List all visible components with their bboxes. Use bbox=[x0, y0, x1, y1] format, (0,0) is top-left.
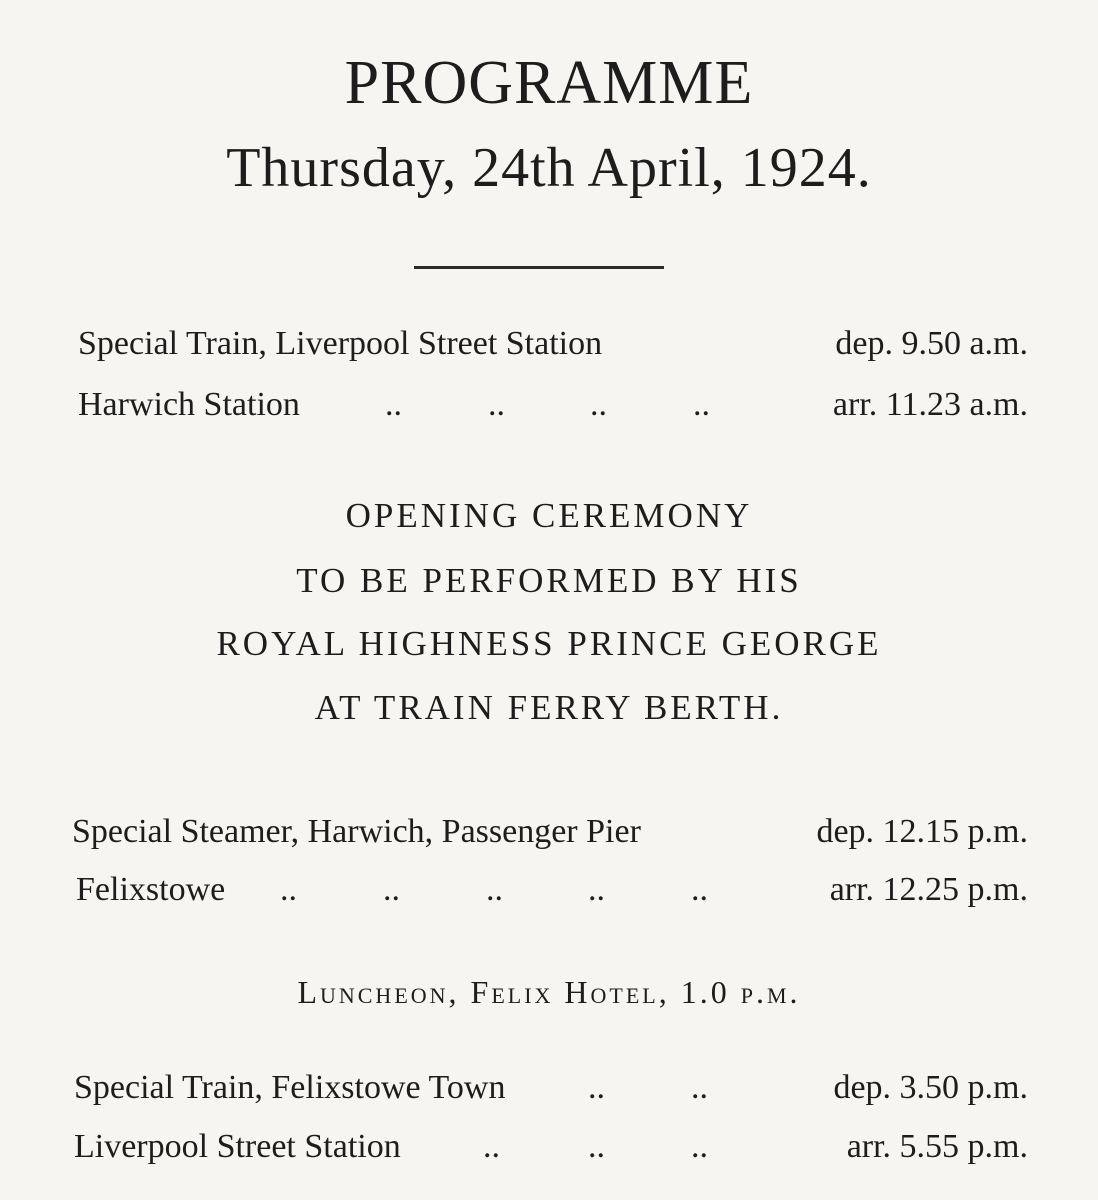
leader-dot: .. bbox=[691, 1128, 708, 1165]
programme-date: Thursday, 24th April, 1924. bbox=[226, 137, 872, 199]
leader-dot: .. bbox=[588, 1069, 605, 1106]
schedule-place: Felixstowe bbox=[76, 871, 226, 908]
schedule-time: dep. 9.50 a.m. bbox=[835, 325, 1028, 362]
schedule-time: arr. 11.23 a.m. bbox=[832, 386, 1028, 423]
leader-dot: .. bbox=[588, 871, 605, 908]
leader-dot: .. bbox=[691, 1069, 708, 1106]
schedule-row bbox=[0, 812, 1098, 852]
schedule-time: dep. 3.50 p.m. bbox=[833, 1069, 1028, 1106]
schedule-row bbox=[0, 1068, 1098, 1108]
schedule-time: dep. 12.15 p.m. bbox=[816, 813, 1028, 850]
leader-dot: .. bbox=[588, 1128, 605, 1165]
ceremony-line: OPENING CEREMONY bbox=[345, 496, 753, 535]
programme-title: PROGRAMME bbox=[344, 49, 754, 117]
leader-dot: .. bbox=[488, 386, 505, 423]
leader-dot: .. bbox=[691, 871, 708, 908]
schedule-place: Harwich Station bbox=[78, 386, 300, 423]
ceremony-line: ROYAL HIGHNESS PRINCE GEORGE bbox=[216, 624, 882, 663]
schedule-place: Special Train, Felixstowe Town bbox=[74, 1069, 506, 1106]
leader-dot: .. bbox=[483, 1128, 500, 1165]
leader-dot: .. bbox=[280, 871, 297, 908]
schedule-row bbox=[0, 385, 1098, 425]
divider-rule bbox=[414, 266, 664, 269]
ceremony-line: TO BE PERFORMED BY HIS bbox=[296, 561, 802, 600]
ceremony-line: AT TRAIN FERRY BERTH. bbox=[314, 688, 784, 727]
leader-dot: .. bbox=[590, 386, 607, 423]
schedule-row bbox=[0, 870, 1098, 910]
leader-dot: .. bbox=[383, 871, 400, 908]
leader-dot: .. bbox=[486, 871, 503, 908]
schedule-row bbox=[0, 324, 1098, 364]
leader-dot: .. bbox=[693, 386, 710, 423]
schedule-row bbox=[0, 1127, 1098, 1167]
schedule-place: Liverpool Street Station bbox=[74, 1128, 401, 1165]
schedule-place: Special Train, Liverpool Street Station bbox=[78, 325, 603, 362]
leader-dot: .. bbox=[385, 386, 402, 423]
schedule-time: arr. 12.25 p.m. bbox=[829, 871, 1028, 908]
schedule-time: arr. 5.55 p.m. bbox=[846, 1128, 1028, 1165]
schedule-place: Special Steamer, Harwich, Passenger Pier bbox=[72, 813, 641, 850]
luncheon-line: Luncheon, Felix Hotel, 1.0 p.m. bbox=[297, 974, 801, 1010]
